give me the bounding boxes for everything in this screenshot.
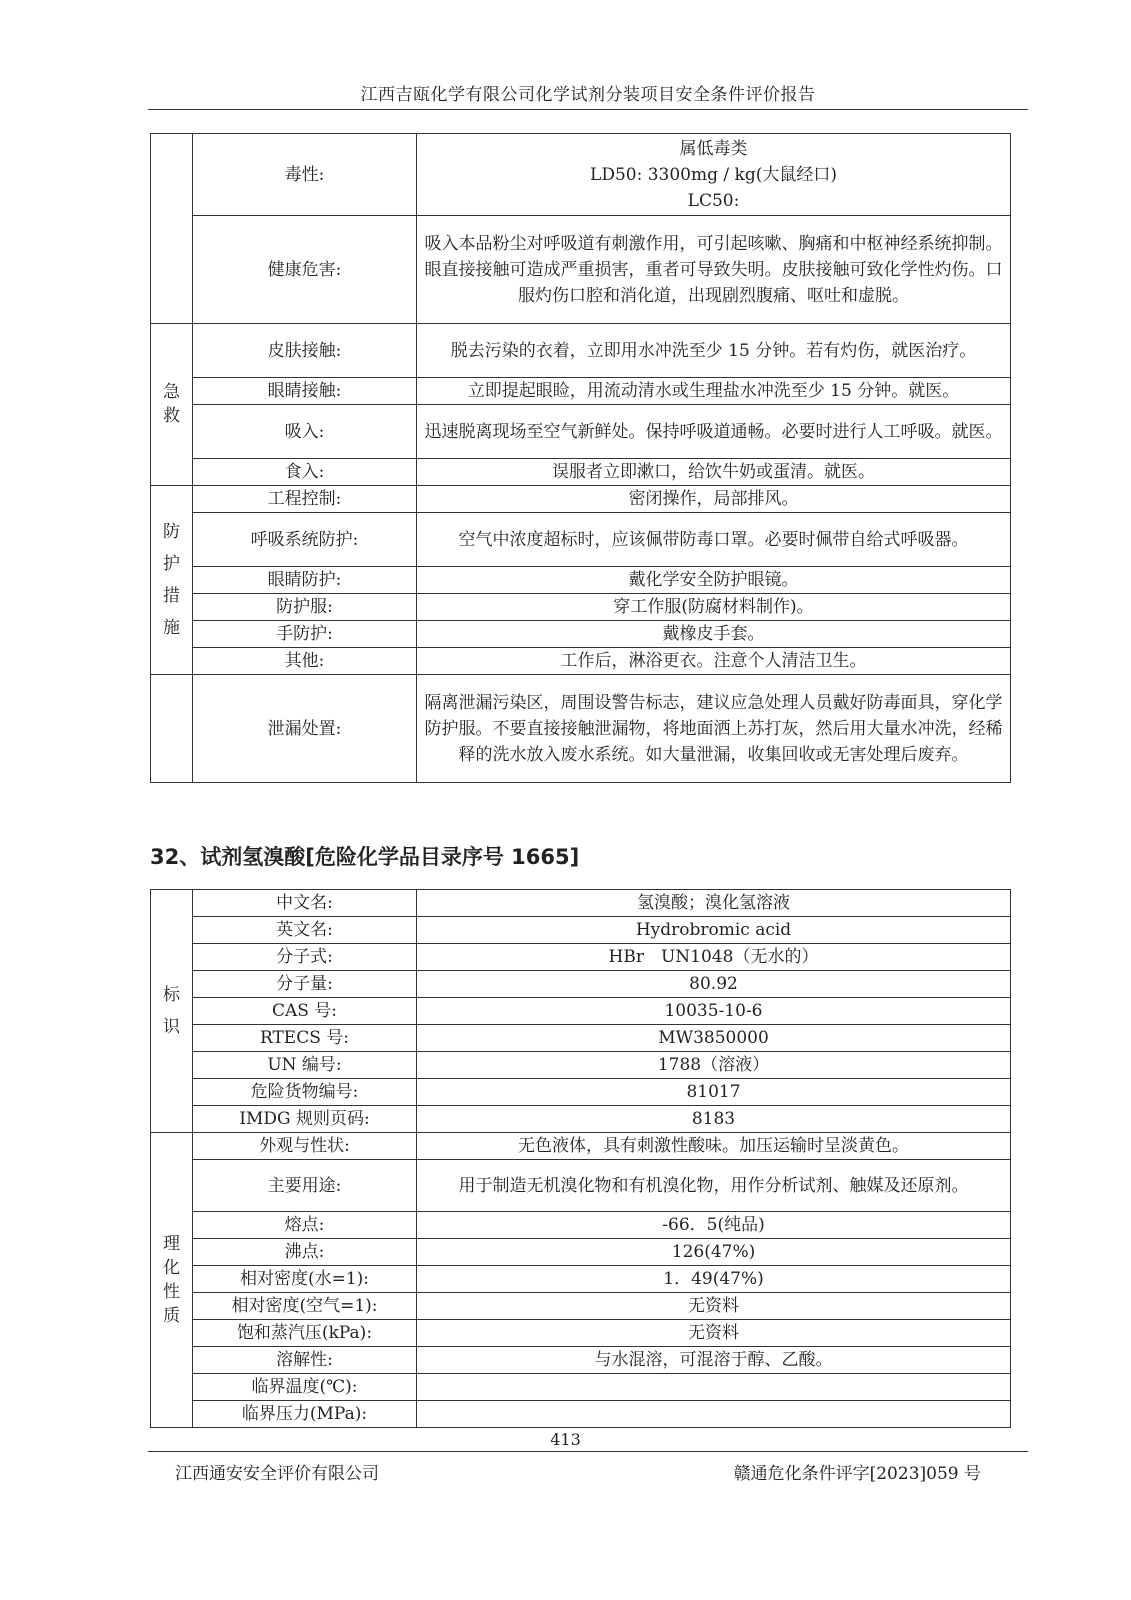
category-char: 施 — [163, 618, 180, 638]
id-value: MW3850000 — [417, 1025, 1011, 1052]
footer-report-number: 赣通危化条件评字[2023]059 号 — [733, 1464, 981, 1484]
first-aid-label: 眼睛接触: — [193, 378, 417, 405]
header-rule — [148, 109, 1028, 110]
protection-label: 工程控制: — [193, 486, 417, 513]
protection-label: 呼吸系统防护: — [193, 513, 417, 567]
first-aid-label: 食入: — [193, 459, 417, 486]
identification-category — [151, 890, 193, 1133]
prop-label: 相对密度(空气=1): — [193, 1293, 417, 1320]
prop-value — [417, 1401, 1011, 1428]
page-number: 413 — [550, 1430, 581, 1449]
category-char: 标 — [163, 985, 180, 1005]
protection-value: 戴化学安全防护眼镜。 — [417, 567, 1011, 594]
prop-label: 沸点: — [193, 1239, 417, 1266]
leak-value: 隔离泄漏污染区，周围设警告标志，建议应急处理人员戴好防毒面具，穿化学防护服。不要直接接触泄漏物，将地面洒上苏打灰，然后用大量水冲洗，经稀释的洗水放入废水系统。如大量泄漏，收集回收或无害处理后废弃。 — [417, 675, 1011, 783]
first-aid-label: 皮肤接触: — [193, 324, 417, 378]
protection-label: 手防护: — [193, 621, 417, 648]
first-aid-value: 迅速脱离现场至空气新鲜处。保持呼吸道通畅。必要时进行人工呼吸。就医。 — [417, 405, 1011, 459]
page-header: 江西吉瓯化学有限公司化学试剂分装项目安全条件评价报告 — [360, 85, 816, 105]
id-value: HBr UN1048（无水的） — [417, 944, 1011, 971]
id-value: Hydrobromic acid — [417, 917, 1011, 944]
id-value: 10035-10-6 — [417, 998, 1011, 1025]
id-label: 分子式: — [193, 944, 417, 971]
id-label: 英文名: — [193, 917, 417, 944]
first-aid-value: 脱去污染的衣着，立即用水冲洗至少 15 分钟。若有灼伤，就医治疗。 — [417, 324, 1011, 378]
first-aid-value: 误服者立即漱口，给饮牛奶或蛋清。就医。 — [417, 459, 1011, 486]
category-char: 防 — [163, 522, 180, 542]
hydrobromic-acid-table — [150, 889, 1011, 1428]
prop-value: 无色液体，具有刺激性酸味。加压运输时呈淡黄色。 — [417, 1133, 1011, 1160]
toxicity-line: LC50: — [687, 190, 740, 211]
prop-value: 无资料 — [417, 1293, 1011, 1320]
toxicity-label: 毒性: — [193, 134, 417, 216]
id-value: 80.92 — [417, 971, 1011, 998]
protection-category — [151, 486, 193, 675]
id-value: 1788（溶液） — [417, 1052, 1011, 1079]
protection-category-text — [162, 512, 182, 648]
toxicity-value — [417, 134, 1011, 216]
properties-category-text: 理化性质 — [163, 1233, 180, 1326]
footer-company: 江西通安安全评价有限公司 — [175, 1464, 379, 1484]
prop-value — [417, 1374, 1011, 1401]
id-label: UN 编号: — [193, 1052, 417, 1079]
prop-label: 饱和蒸汽压(kPa): — [193, 1320, 417, 1347]
id-value: 8183 — [417, 1106, 1011, 1133]
prop-value: 无资料 — [417, 1320, 1011, 1347]
protection-value: 密闭操作，局部排风。 — [417, 486, 1011, 513]
prop-value: 126(47%) — [417, 1239, 1011, 1266]
protection-value: 工作后，淋浴更衣。注意个人清洁卫生。 — [417, 648, 1011, 675]
prop-value: 用于制造无机溴化物和有机溴化物，用作分析试剂、触媒及还原剂。 — [417, 1160, 1011, 1212]
first-aid-label: 吸入: — [193, 405, 417, 459]
prop-label: 外观与性状: — [193, 1133, 417, 1160]
id-label: 危险货物编号: — [193, 1079, 417, 1106]
protection-value: 穿工作服(防腐材料制作)。 — [417, 594, 1011, 621]
protection-label: 防护服: — [193, 594, 417, 621]
prop-label: 溶解性: — [193, 1347, 417, 1374]
health-hazard-label: 健康危害: — [193, 216, 417, 324]
prop-label: 相对密度(水=1): — [193, 1266, 417, 1293]
properties-category — [151, 1133, 193, 1428]
section-title: 32、试剂氢溴酸[危险化学品目录序号 1665] — [150, 845, 580, 869]
category-cell-blank — [151, 675, 193, 783]
first-aid-category-text: 急救 — [163, 382, 180, 426]
toxicity-line: LD50: 3300mg / kg(大鼠经口) — [590, 164, 837, 185]
toxicity-line: 属低毒类 — [679, 138, 748, 159]
category-char: 识 — [163, 1017, 180, 1037]
first-aid-category — [151, 324, 193, 486]
category-char: 措 — [163, 586, 180, 606]
id-label: 中文名: — [193, 890, 417, 917]
protection-value: 戴橡皮手套。 — [417, 621, 1011, 648]
prop-label: 熔点: — [193, 1212, 417, 1239]
hazard-table-continued — [150, 133, 1011, 783]
prop-value: 与水混溶，可混溶于醇、乙酸。 — [417, 1347, 1011, 1374]
category-cell-blank — [151, 134, 193, 324]
footer-rule — [148, 1451, 1028, 1452]
prop-value: 1．49(47%) — [417, 1266, 1011, 1293]
leak-label: 泄漏处置: — [193, 675, 417, 783]
id-label: CAS 号: — [193, 998, 417, 1025]
id-label: RTECS 号: — [193, 1025, 417, 1052]
protection-label: 眼睛防护: — [193, 567, 417, 594]
prop-value: -66．5(纯品) — [417, 1212, 1011, 1239]
prop-label: 主要用途: — [193, 1160, 417, 1212]
prop-label: 临界压力(MPa): — [193, 1401, 417, 1428]
id-label: IMDG 规则页码: — [193, 1106, 417, 1133]
category-char: 护 — [163, 554, 180, 574]
id-label: 分子量: — [193, 971, 417, 998]
first-aid-value: 立即提起眼睑，用流动清水或生理盐水冲洗至少 15 分钟。就医。 — [417, 378, 1011, 405]
health-hazard-value: 吸入本品粉尘对呼吸道有刺激作用，可引起咳嗽、胸痛和中枢神经系统抑制。眼直接接触可造成严重损害，重者可导致失明。皮肤接触可致化学性灼伤。口服灼伤口腔和消化道，出现剧烈腹痛、呕吐和虚脱。 — [417, 216, 1011, 324]
id-value: 81017 — [417, 1079, 1011, 1106]
protection-label: 其他: — [193, 648, 417, 675]
identification-category-text — [162, 975, 182, 1047]
id-value: 氢溴酸；溴化氢溶液 — [417, 890, 1011, 917]
protection-value: 空气中浓度超标时，应该佩带防毒口罩。必要时佩带自给式呼吸器。 — [417, 513, 1011, 567]
prop-label: 临界温度(℃): — [193, 1374, 417, 1401]
